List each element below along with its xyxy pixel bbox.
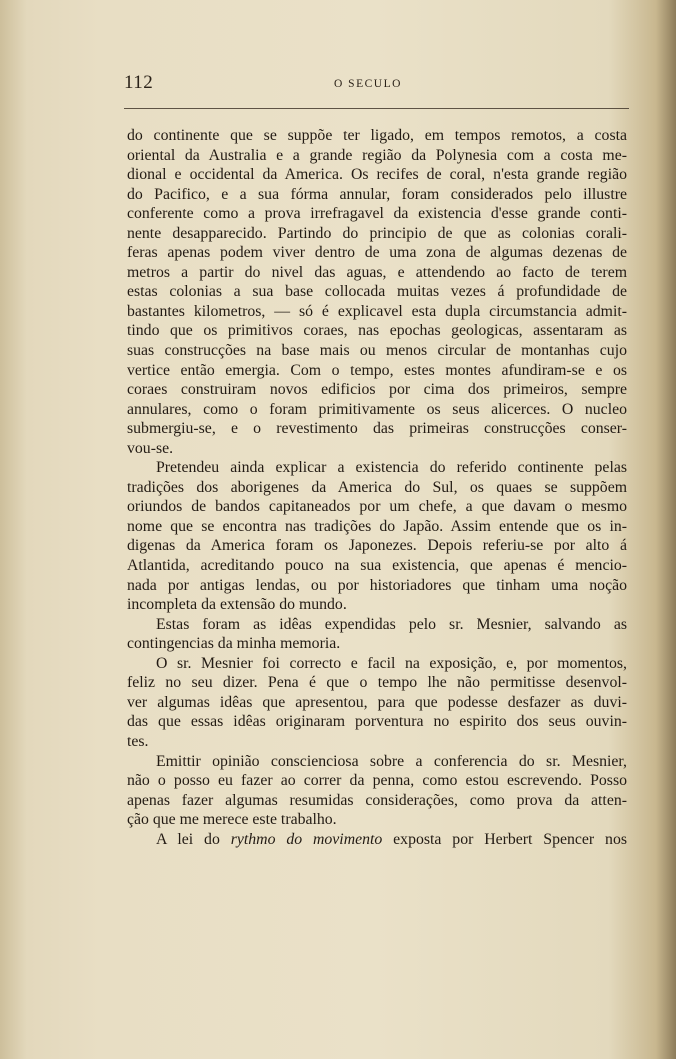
text-line: tes. [127, 732, 149, 750]
text-line: nente desapparecido. Partindo do principio de que as colonias corali- [127, 224, 627, 242]
text-line: conferente como a prova irrefragavel da existencia d'esse grande conti- [127, 205, 627, 223]
text-line: coraes construiram novos edificios por cima dos primeiros, sempre [127, 381, 627, 399]
text-line: tindo que os primitivos coraes, nas epochas geologicas, assentaram as [127, 322, 627, 340]
text-line: oriundos de bandos capitaneados por um chefe, a que davam o mesmo [127, 498, 627, 516]
text-line: submergiu-se, e o revestimento das primeiras construcções conser- [127, 420, 627, 438]
running-title: O SECULO [334, 78, 402, 90]
text-line: tradições dos aborigenes da America do Sul, os quaes se suppõem [127, 478, 627, 496]
text-line: ver algumas idêas que apresentou, para que podesse desfazer as duvi- [127, 693, 627, 711]
text-line: suas construcções na base mais ou menos circular de montanhas cujo [127, 342, 627, 360]
text-line: nome que se encontra nas tradições do Japão. Assim entende que os in- [127, 517, 627, 535]
text-run: exposta por Herbert Spencer nos [382, 830, 627, 848]
text-line: estas colonias a sua base collocada muitas vezes á profundidade de [127, 283, 627, 301]
text-line: do Pacifico, e a sua fórma annular, foram considerados pelo illustre [127, 185, 627, 203]
text-line: vertice então emergia. Com o tempo, estes montes afundiram-se e os [127, 361, 627, 379]
italic-phrase: rythmo do movimento [230, 830, 383, 848]
text-line: incompleta da extensão do mundo. [127, 596, 347, 614]
text-line: apenas fazer algumas resumidas considerações, como prova da atten- [127, 791, 627, 809]
text-line: feras apenas podem viver dentro de uma zona de algumas dezenas de [127, 244, 627, 262]
text-run: A lei do [156, 830, 231, 848]
text-line: contingencias da minha memoria. [127, 635, 341, 653]
paragraph-start [156, 830, 627, 850]
text-line: ção que me merece este trabalho. [127, 811, 337, 829]
header-rule [124, 108, 629, 109]
paragraph-start: Emittir opinião conscienciosa sobre a conferencia do sr. Mesnier, [156, 752, 627, 770]
text-line: Atlantida, acreditando pouco na sua existencia, que apenas é mencio- [127, 557, 627, 575]
page-header [124, 70, 634, 100]
text-line: não o posso eu fazer ao correr da penna, como estou escrevendo. Posso [127, 772, 627, 790]
paragraph-start: Estas foram as idêas expendidas pelo sr. Mesnier, salvando as [156, 615, 627, 633]
text-line: das que essas idêas originaram porventura no espirito dos seus ouvin- [127, 713, 627, 731]
paragraph-start: O sr. Mesnier foi correcto e facil na exposição, e, por momentos, [156, 654, 627, 672]
text-line: nada por antigas lendas, ou por historiadores que tinham uma noção [127, 576, 627, 594]
paragraph-start: Pretendeu ainda explicar a existencia do referido continente pelas [156, 459, 627, 477]
text-line: oriental da Australia e a grande região da Polynesia com a costa me- [127, 146, 627, 164]
text-line: metros a partir do nivel das aguas, e attendendo ao facto de terem [127, 263, 627, 281]
page-number: 112 [124, 72, 154, 93]
text-line: feliz no seu dizer. Pena é que o tempo lhe não permitisse desenvol- [127, 674, 627, 692]
text-line: do continente que se suppõe ter ligado, em tempos remotos, a costa [127, 127, 627, 144]
text-line: annulares, como o foram primitivamente os seus alicerces. O nucleo [127, 400, 627, 418]
body-text [127, 126, 627, 849]
text-line: vou-se. [127, 439, 174, 457]
text-line: digenas da America foram os Japonezes. Depois referiu-se por alto á [127, 537, 627, 555]
text-line: bastantes kilometros, — só é explicavel esta dupla circumstancia admit- [127, 302, 627, 320]
text-line: dional e occidental da America. Os recifes de coral, n'esta grande região [127, 166, 627, 184]
